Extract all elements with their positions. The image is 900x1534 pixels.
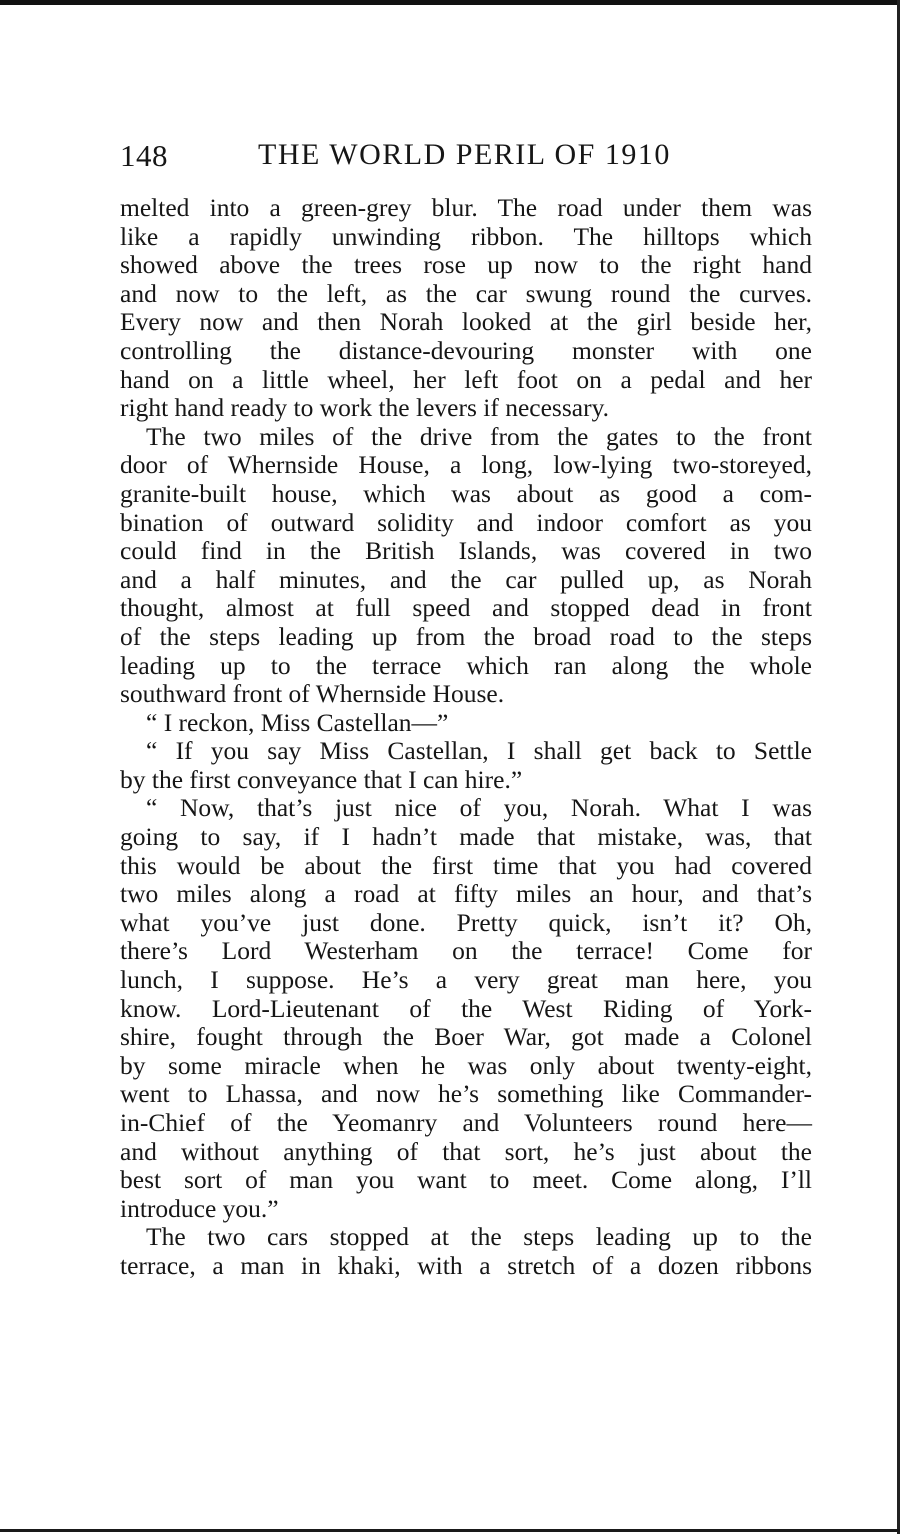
- page-number: 148: [120, 138, 168, 173]
- text-line: know. Lord-Lieutenant of the West Riding of York-: [120, 993, 812, 1023]
- text-line: went to Lhassa, and now he’s something like Commander-: [120, 1079, 812, 1109]
- text-line: “ I reckon, Miss Castellan—”: [146, 707, 449, 737]
- text-line: granite-built house, which was about as good a com-: [120, 478, 812, 508]
- running-title: THE WORLD PERIL OF 1910: [258, 138, 671, 171]
- text-line: could find in the British Islands, was covered in two: [120, 536, 812, 566]
- text-line: right hand ready to work the levers if necessary.: [120, 393, 610, 423]
- text-line: The two miles of the drive from the gates to the front: [146, 421, 812, 451]
- scan-border-top: [0, 0, 900, 5]
- text-line: leading up to the terrace which ran along the whole: [120, 650, 812, 680]
- text-line: controlling the distance-devouring monster with one: [120, 335, 812, 365]
- text-line: going to say, if I hadn’t made that mistake, was, that: [120, 822, 812, 852]
- text-line: terrace, a man in khaki, with a stretch of a dozen ribbons: [120, 1250, 812, 1280]
- text-line: and without anything of that sort, he’s just about the: [120, 1136, 812, 1166]
- text-line: showed above the trees rose up now to the right hand: [120, 250, 812, 280]
- text-line: The two cars stopped at the steps leading up to the: [146, 1222, 812, 1252]
- text-line: Every now and then Norah looked at the girl beside her,: [120, 307, 812, 337]
- text-line: this would be about the first time that you had covered: [120, 850, 812, 880]
- text-line: and a half minutes, and the car pulled up, as Norah: [120, 564, 812, 594]
- text-line: “ If you say Miss Castellan, I shall get back to Settle: [146, 736, 812, 766]
- text-line: of the steps leading up from the broad road to the steps: [120, 621, 812, 651]
- text-line: two miles along a road at fifty miles an hour, and that’s: [120, 879, 812, 909]
- text-line: introduce you.”: [120, 1193, 279, 1223]
- page-header: [120, 138, 812, 182]
- text-line: lunch, I suppose. He’s a very great man here, you: [120, 965, 812, 995]
- scan-border-bottom: [0, 1529, 900, 1532]
- text-line: door of Whernside House, a long, low-lying two-storeyed,: [120, 450, 812, 480]
- text-line: and now to the left, as the car swung round the curves.: [120, 278, 812, 308]
- text-line: in-Chief of the Yeomanry and Volunteers round here—: [120, 1108, 812, 1137]
- text-line: hand on a little wheel, her left foot on a pedal and her: [120, 364, 812, 394]
- text-line: what you’ve just done. Pretty quick, isn’t it? Oh,: [120, 907, 812, 937]
- text-line: shire, fought through the Boer War, got made a Colonel: [120, 1022, 812, 1052]
- text-line: best sort of man you want to meet. Come along, I’ll: [120, 1165, 812, 1195]
- text-line: like a rapidly unwinding ribbon. The hilltops which: [120, 221, 812, 251]
- text-line: bination of outward solidity and indoor comfort as you: [120, 507, 812, 537]
- text-line: thought, almost at full speed and stopped dead in front: [120, 593, 812, 623]
- text-line: by some miracle when he was only about twenty-eight,: [120, 1050, 812, 1080]
- text-line: “ Now, that’s just nice of you, Norah. What I was: [146, 793, 812, 823]
- text-line: there’s Lord Westerham on the terrace! Come for: [120, 936, 812, 966]
- text-line: melted into a green-grey blur. The road under them was: [120, 193, 812, 222]
- text-line: by the first conveyance that I can hire.”: [120, 764, 523, 794]
- text-line: southward front of Whernside House.: [120, 679, 505, 709]
- body-text: [120, 194, 812, 1281]
